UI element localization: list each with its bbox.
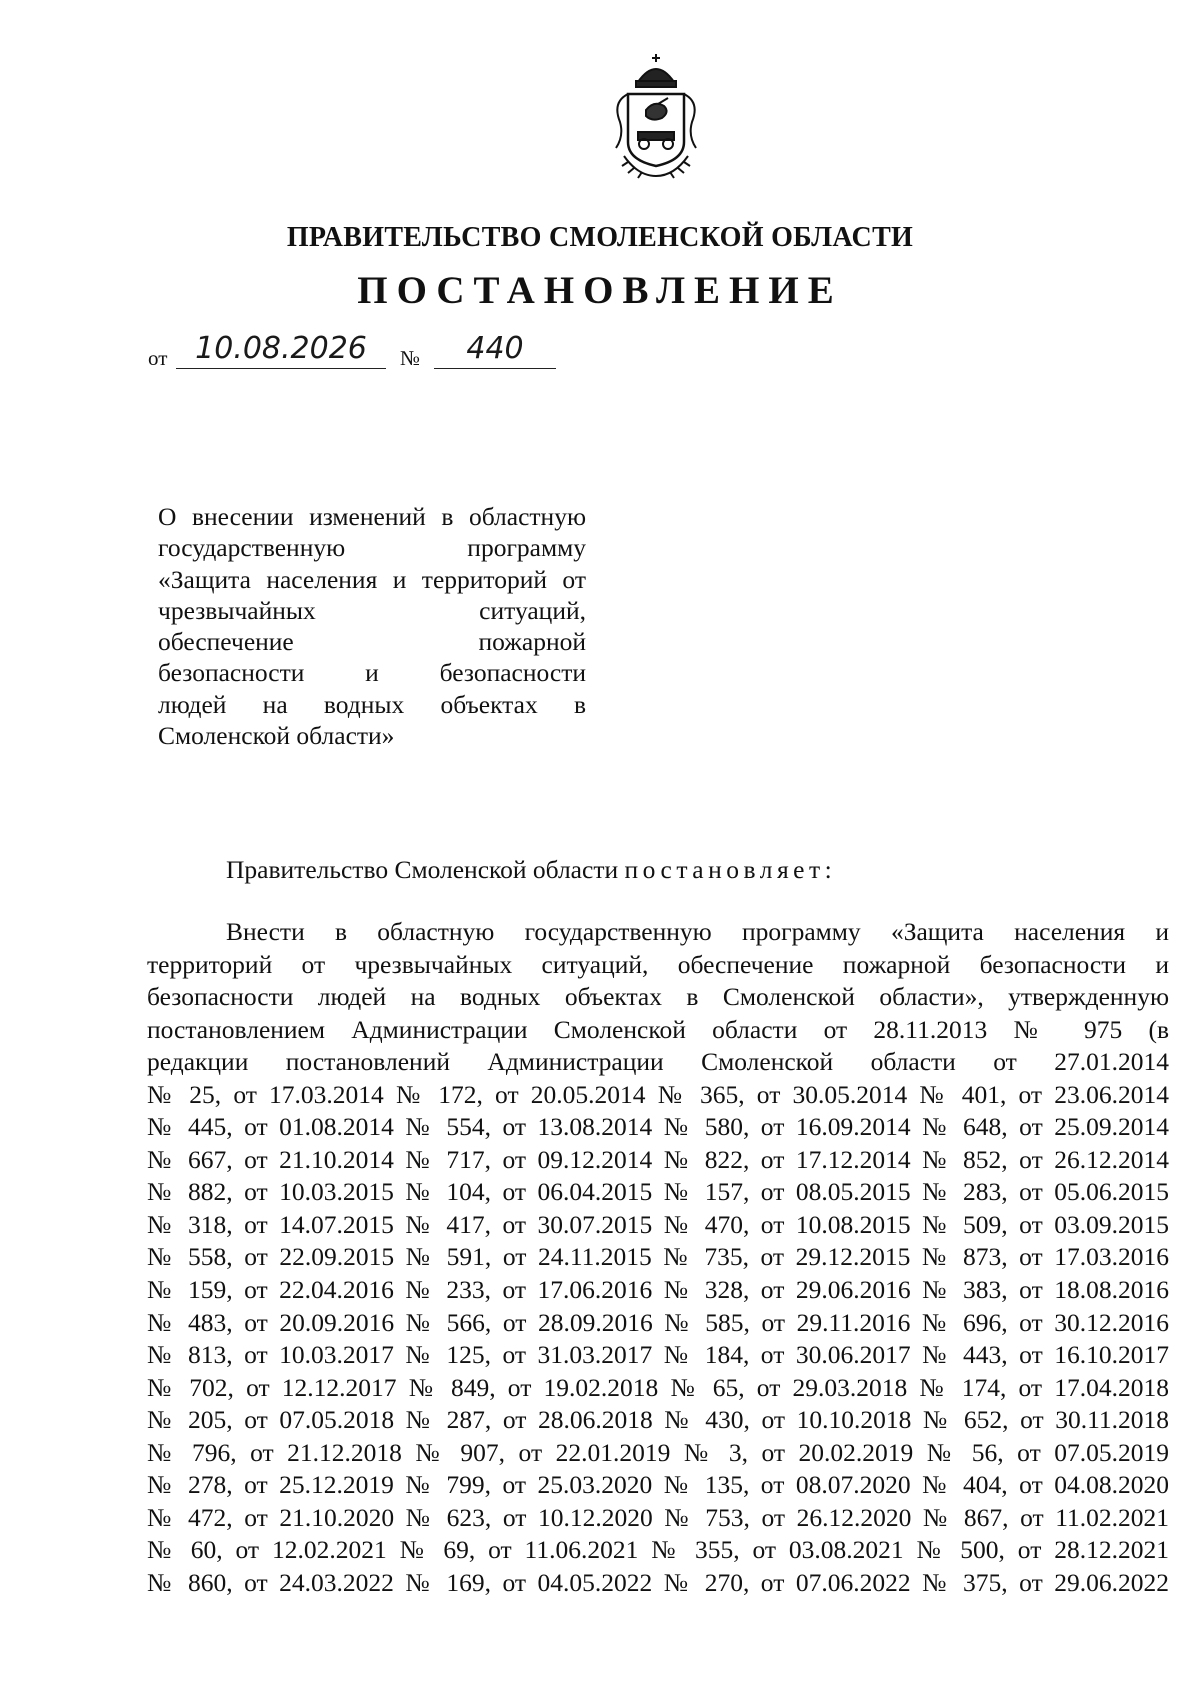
body-line: № 558, от 22.09.2015 № 591, от 24.11.2015 № 735, от 29.12.2015 № 873, от 17.03.2016 xyxy=(147,1242,1169,1272)
body-line: № 25, от 17.03.2014 № 172, от 20.05.2014 № 365, от 30.05.2014 № 401, от 23.06.2014 xyxy=(147,1079,1169,1109)
body-line: № 205, от 07.05.2018 № 287, от 28.06.2018 № 430, от 10.10.2018 № 652, от 30.11.2018 xyxy=(147,1405,1169,1435)
body-line: постановлением Администрации Смоленской области от 28.11.2013 № 975 (в xyxy=(147,1014,1169,1044)
decree-prefix: Правительство Смоленской области xyxy=(226,855,625,884)
subject-line: безопасности и безопасности xyxy=(158,658,586,688)
body-line: территорий от чрезвычайных ситуаций, обеспечение пожарной безопасности и xyxy=(147,949,1169,979)
number-value: 440 xyxy=(434,330,556,369)
body-line: № 667, от 21.10.2014 № 717, от 09.12.2014 № 822, от 17.12.2014 № 852, от 26.12.2014 xyxy=(147,1144,1169,1174)
subject-line: Смоленской области» xyxy=(158,721,395,751)
body-line: № 318, от 14.07.2015 № 417, от 30.07.2015 № 470, от 10.08.2015 № 509, от 03.09.2015 xyxy=(147,1209,1169,1239)
organization-title: ПРАВИТЕЛЬСТВО СМОЛЕНСКОЙ ОБЛАСТИ xyxy=(286,222,914,253)
decree-verb: постановляет: xyxy=(624,855,837,884)
document-type-title: ПОСТАНОВЛЕНИЕ xyxy=(357,269,843,312)
body-line: № 60, от 12.02.2021 № 69, от 11.06.2021 № 355, от 03.08.2021 № 500, от 28.12.2021 xyxy=(147,1535,1169,1565)
decree-statement xyxy=(226,855,836,885)
smolensk-coat-of-arms-icon xyxy=(594,52,718,182)
subject-line: «Защита населения и территорий от xyxy=(158,564,586,594)
body-line: безопасности людей на водных объектах в Смоленской области», утвержденную xyxy=(147,982,1169,1012)
body-line: № 860, от 24.03.2022 № 169, от 04.05.2022 № 270, от 07.06.2022 № 375, от 29.06.2022 xyxy=(147,1567,1169,1597)
body-line: Внести в областную государственную программу «Защита населения и xyxy=(226,917,1169,946)
registration-line xyxy=(148,330,588,376)
document-body xyxy=(147,916,1169,1599)
body-line: № 445, от 01.08.2014 № 554, от 13.08.2014 № 580, от 16.09.2014 № 648, от 25.09.2014 xyxy=(147,1112,1169,1142)
body-line: № 796, от 21.12.2018 № 907, от 22.01.2019 № 3, от 20.02.2019 № 56, от 07.05.2019 xyxy=(147,1437,1169,1467)
subject-line: чрезвычайных ситуаций, xyxy=(158,595,586,625)
date-value: 10.08.2026 xyxy=(176,330,386,369)
body-line: редакции постановлений Администрации Смоленской области от 27.01.2014 xyxy=(147,1047,1169,1077)
number-label: № xyxy=(400,346,421,370)
date-label: от xyxy=(148,346,168,370)
body-line: № 882, от 10.03.2015 № 104, от 06.04.2015 № 157, от 08.05.2015 № 283, от 05.06.2015 xyxy=(147,1177,1169,1207)
body-line: № 483, от 20.09.2016 № 566, от 28.09.2016 № 585, от 29.11.2016 № 696, от 30.12.2016 xyxy=(147,1307,1169,1337)
body-line: № 472, от 21.10.2020 № 623, от 10.12.2020 № 753, от 26.12.2020 № 867, от 11.02.2021 xyxy=(147,1502,1169,1532)
subject-line: государственную программу xyxy=(158,533,586,563)
subject-line: О внесении изменений в областную xyxy=(158,502,586,531)
body-line: № 702, от 12.12.2017 № 849, от 19.02.2018 № 65, от 29.03.2018 № 174, от 17.04.2018 xyxy=(147,1372,1169,1402)
subject-line: людей на водных объектах в xyxy=(158,689,586,719)
body-line: № 278, от 25.12.2019 № 799, от 25.03.2020 № 135, от 08.07.2020 № 404, от 04.08.2020 xyxy=(147,1470,1169,1500)
subject-line: обеспечение пожарной xyxy=(158,627,586,657)
body-line: № 159, от 22.04.2016 № 233, от 17.06.2016 № 328, от 29.06.2016 № 383, от 18.08.2016 xyxy=(147,1275,1169,1305)
body-line: № 813, от 10.03.2017 № 125, от 31.03.2017 № 184, от 30.06.2017 № 443, от 16.10.2017 xyxy=(147,1340,1169,1370)
document-subject xyxy=(158,501,586,751)
